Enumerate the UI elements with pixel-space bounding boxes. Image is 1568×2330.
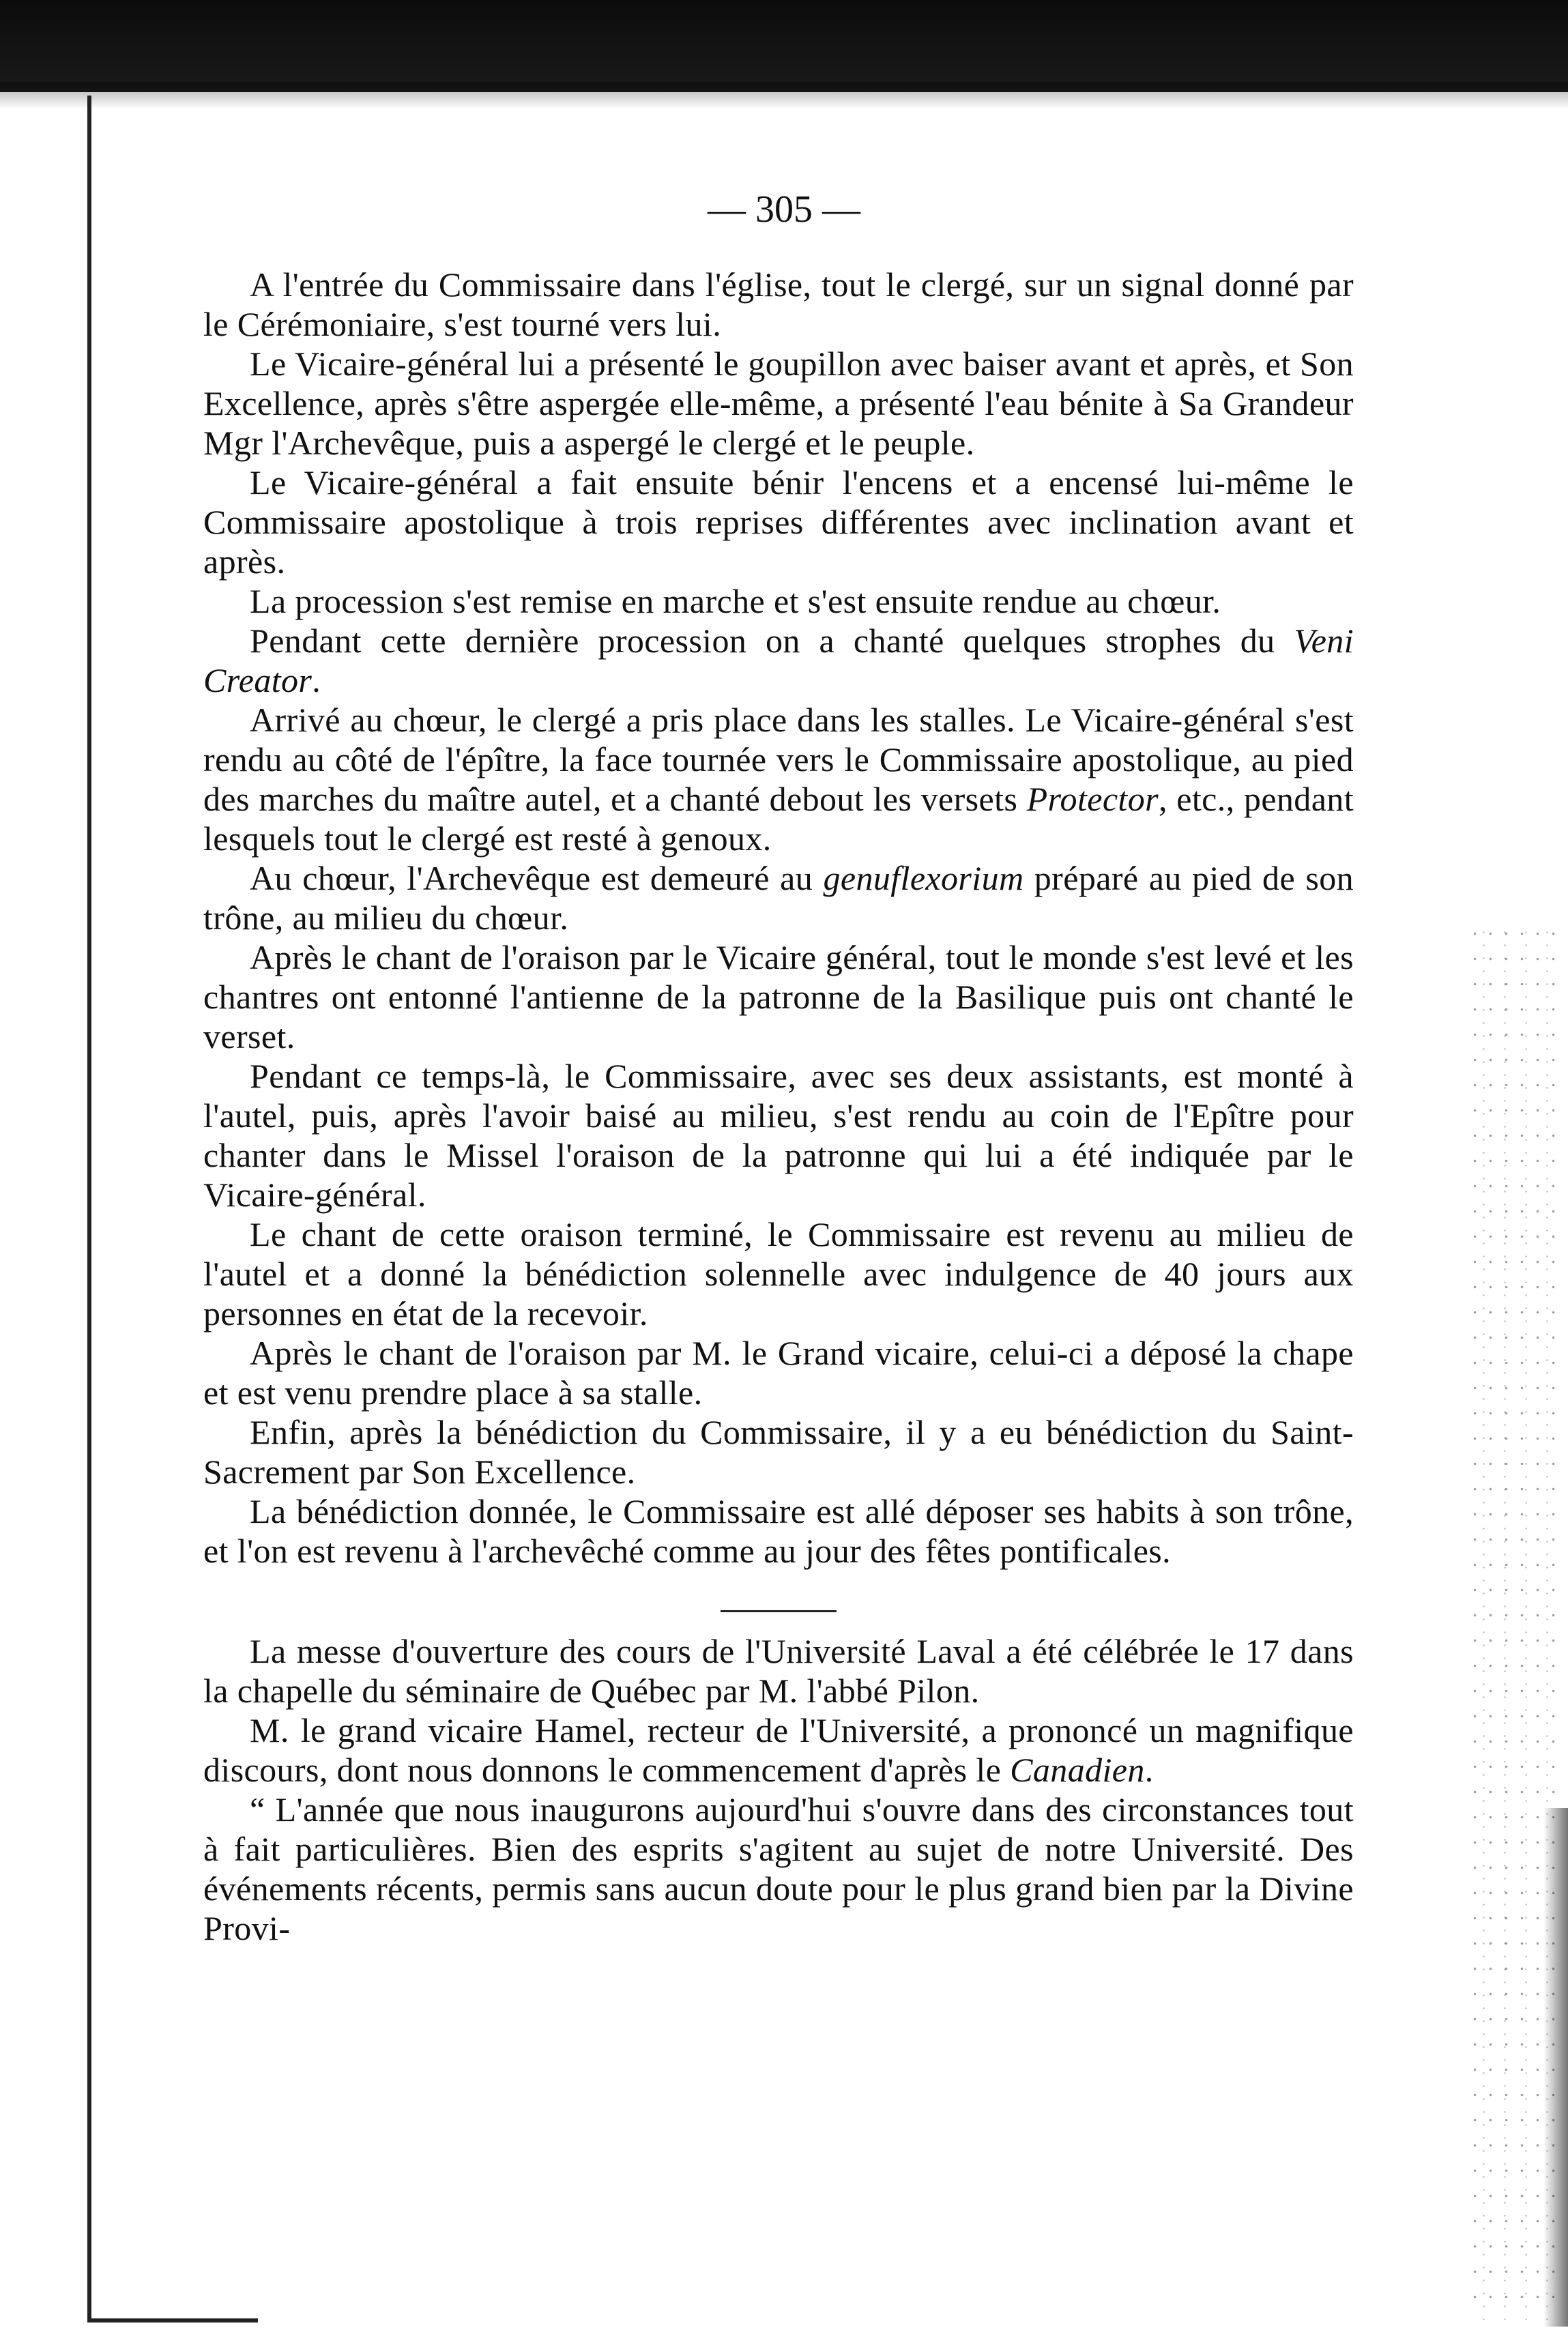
paragraph: Le Vicaire-général a fait ensuite bénir l'encens et a encensé lui-même le Commissaire apostolique à trois reprises différentes avec inclination avant et après. bbox=[203, 463, 1354, 581]
scan-bottom-border bbox=[87, 2318, 258, 2322]
italic-term: Protector bbox=[1026, 780, 1159, 818]
section-divider bbox=[721, 1610, 837, 1612]
text-run: , etc., pendant lesquels tout le clergé est resté à genoux. bbox=[203, 780, 1354, 858]
scan-top-shadow bbox=[0, 82, 1568, 109]
paragraph: Après le chant de l'oraison par M. le Grand vicaire, celui-ci a déposé la chape et est venu prendre place à sa stalle. bbox=[203, 1334, 1354, 1412]
text-run: . bbox=[1144, 1751, 1154, 1789]
text-run: . bbox=[312, 661, 321, 699]
text-run: Pendant cette dernière procession on a chanté quelques strophes du bbox=[250, 622, 1294, 660]
text-run: préparé au pied de son trône, au milieu du chœur. bbox=[203, 859, 1354, 937]
paragraph: La messe d'ouverture des cours de l'Université Laval a été célébrée le 17 dans la chapelle du séminaire de Québec par M. l'abbé Pilon. bbox=[203, 1632, 1354, 1710]
italic-title: Canadien bbox=[1010, 1751, 1145, 1789]
paragraph: “ L'année que nous inaugurons aujourd'hui s'ouvre dans des circonstances tout à fait particulières. Bien des esprits s'agitent au sujet de notre Université. Des événements récents, permis sans aucun doute pour le plus grand bien par la Divine Provi- bbox=[203, 1790, 1354, 1947]
university-section bbox=[203, 1631, 1354, 1948]
paragraph: Le chant de cette oraison terminé, le Commissaire est revenu au milieu de l'autel et a donné la bénédiction solennelle avec indulgence de 40 jours aux personnes en état de la recevoir. bbox=[203, 1215, 1354, 1333]
scan-right-edge-shadow bbox=[1543, 1808, 1568, 2327]
italic-term: genuflexorium bbox=[823, 859, 1024, 897]
paragraph: Pendant ce temps-là, le Commissaire, avec ses deux assistants, est monté à l'autel, puis, après l'avoir baisé au milieu, s'est rendu au coin de l'Epître pour chanter dans le Missel l'oraison de la patronne qui lui a été indiquée par le Vicaire-général. bbox=[203, 1057, 1354, 1214]
text-run: Arrivé au chœur, le clergé a pris place dans les stalles. Le Vicaire-général s'est rendu au côté de l'épître, la face tournée vers le Commissaire apostolique, au pied des marches du maître autel, et a chanté debout les versets bbox=[203, 701, 1354, 818]
paragraph: Enfin, après la bénédiction du Commissaire, il y a eu bénédiction du Saint-Sacrement par Son Excellence. bbox=[203, 1413, 1354, 1491]
page-number: — 305 — bbox=[708, 188, 860, 231]
paragraph: Le Vicaire-général lui a présenté le goupillon avec baiser avant et après, et Son Excellence, après s'être aspergée elle-même, a présenté l'eau bénite à Sa Grandeur Mgr l'Archevêque, puis a aspergé le clergé et le peuple. bbox=[203, 345, 1354, 462]
scan-left-border bbox=[87, 96, 91, 2320]
paragraph bbox=[203, 1710, 1354, 1790]
text-run: Au chœur, l'Archevêque est demeuré au bbox=[250, 859, 824, 897]
scan-top-border bbox=[0, 0, 1568, 92]
page-body bbox=[203, 265, 1354, 1948]
paragraph bbox=[203, 858, 1354, 937]
paragraph: La bénédiction donnée, le Commissaire est allé déposer ses habits à son trône, et l'on est revenu à l'archevêché comme au jour des fêtes pontificales. bbox=[203, 1492, 1354, 1570]
italic-title: Veni Creator bbox=[203, 622, 1354, 699]
ceremony-section bbox=[203, 265, 1354, 1571]
paragraph bbox=[203, 700, 1354, 858]
text-run: M. le grand vicaire Hamel, recteur de l'Université, a prononcé un magnifique discours, dont nous donnons le commencement d'après le bbox=[203, 1711, 1354, 1789]
paragraph: Après le chant de l'oraison par le Vicaire général, tout le monde s'est levé et les chantres ont entonné l'antienne de la patronne de la Basilique puis ont chanté le verset. bbox=[203, 938, 1354, 1055]
paragraph bbox=[203, 621, 1354, 700]
paragraph: A l'entrée du Commissaire dans l'église, tout le clergé, sur un signal donné par le Cérémoniaire, s'est tourné vers lui. bbox=[203, 265, 1354, 343]
paragraph: La procession s'est remise en marche et s'est ensuite rendue au chœur. bbox=[250, 582, 1221, 620]
